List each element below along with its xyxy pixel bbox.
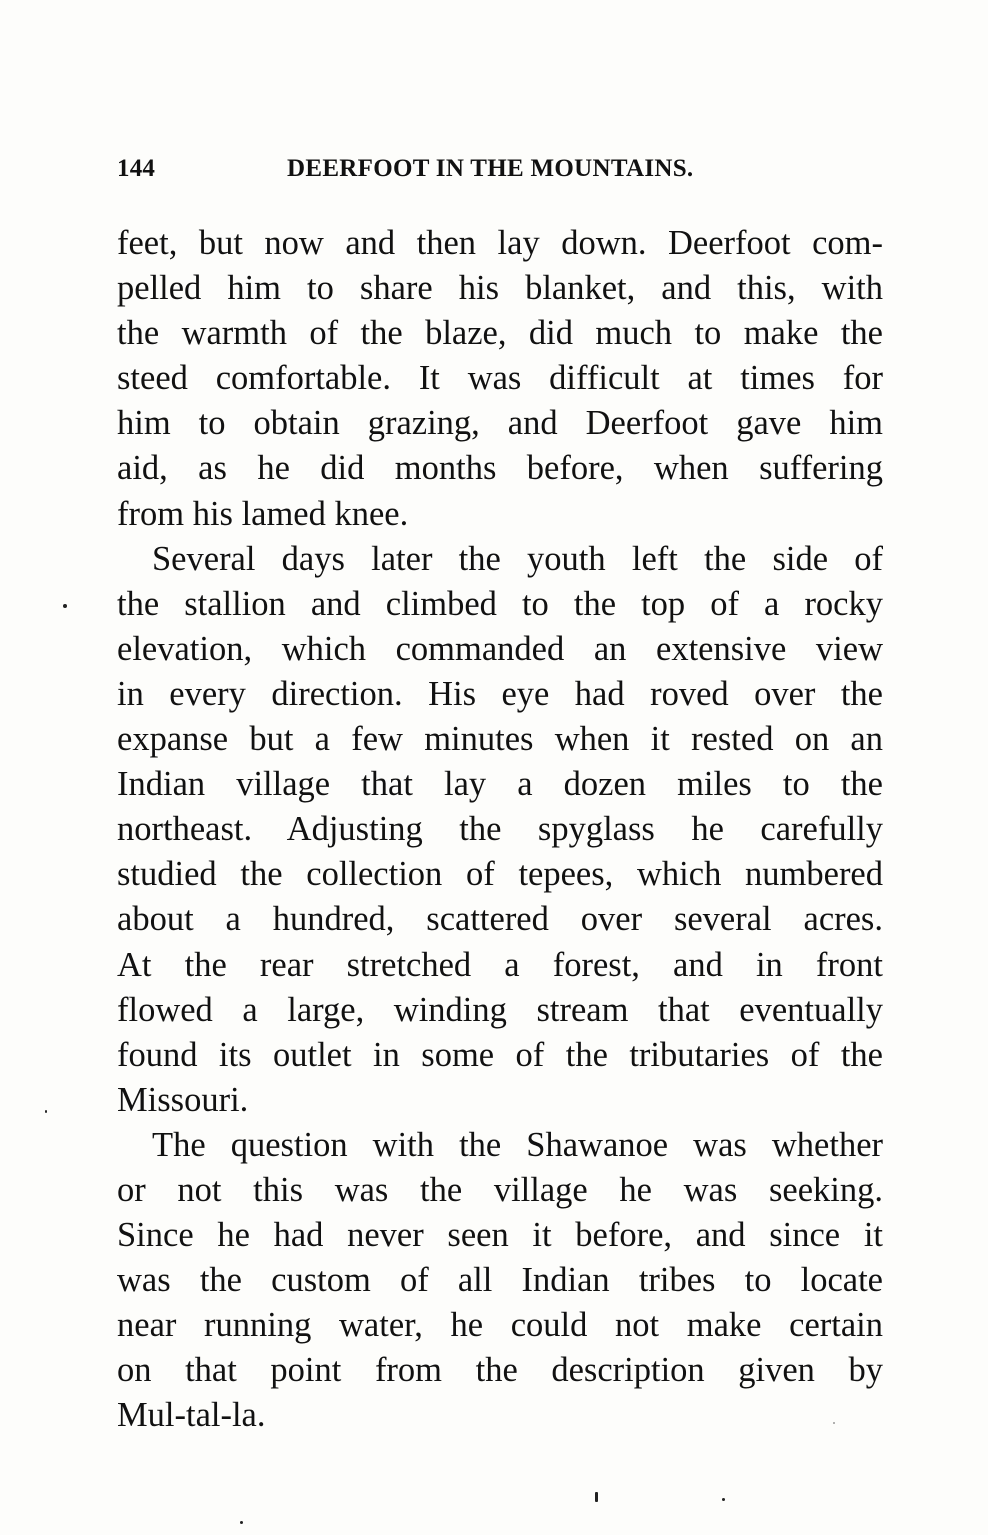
text-line: Several days later the youth left the side of [152,539,883,578]
text-line: At the rear stretched a forest, and in front [117,945,883,984]
text-line: found its outlet in some of the tributaries of the [117,1035,883,1074]
text-line: aid, as he did months before, when suffering [117,449,883,488]
body-text [117,221,883,1439]
text-line: pelled him to share his blanket, and this, with [117,269,883,308]
paragraph-3 [117,1123,883,1439]
text-line: him to obtain grazing, and Deerfoot gave him [117,404,883,443]
text-line: near running water, he could not make certain [117,1306,883,1345]
paragraph-2 [117,537,883,1123]
text-line: in every direction. His eye had roved over the [117,674,883,713]
scan-speck [240,1521,243,1524]
text-line: feet, but now and then lay down. Deerfoot com- [117,224,883,262]
text-line: Mul-tal-la. [117,1396,266,1435]
scan-speck [833,1422,835,1424]
text-line: steed comfortable. It was difficult at times for [117,359,883,398]
text-line: Indian village that lay a dozen miles to the [117,765,883,804]
text-line: the stallion and climbed to the top of a rocky [117,584,883,623]
text-line: from his lamed knee. [117,494,409,533]
scan-speck [595,1492,598,1502]
text-line: the warmth of the blaze, did much to make the [117,314,883,353]
scan-speck [722,1498,725,1501]
page-number: 144 [117,155,156,182]
text-line: elevation, which commanded an extensive view [117,629,883,668]
text-line: about a hundred, scattered over several acres. [117,900,883,939]
scan-speck [45,1110,47,1113]
running-title: DEERFOOT IN THE MOUNTAINS. [287,155,694,182]
text-line: on that point from the description given by [117,1351,883,1390]
paragraph-1 [117,221,883,537]
text-line: northeast. Adjusting the spyglass he carefully [117,810,883,849]
text-line: or not this was the village he was seeking. [117,1170,883,1209]
running-head [117,155,882,195]
text-line: was the custom of all Indian tribes to locate [117,1261,883,1300]
text-line: studied the collection of tepees, which numbered [117,855,883,894]
scan-speck [63,604,67,608]
text-line: Missouri. [117,1080,249,1119]
text-line: flowed a large, winding stream that eventually [117,990,883,1029]
text-line: expanse but a few minutes when it rested on an [117,720,883,759]
text-line: Since he had never seen it before, and since it [117,1216,883,1255]
text-line: The question with the Shawanoe was whether [152,1125,883,1164]
